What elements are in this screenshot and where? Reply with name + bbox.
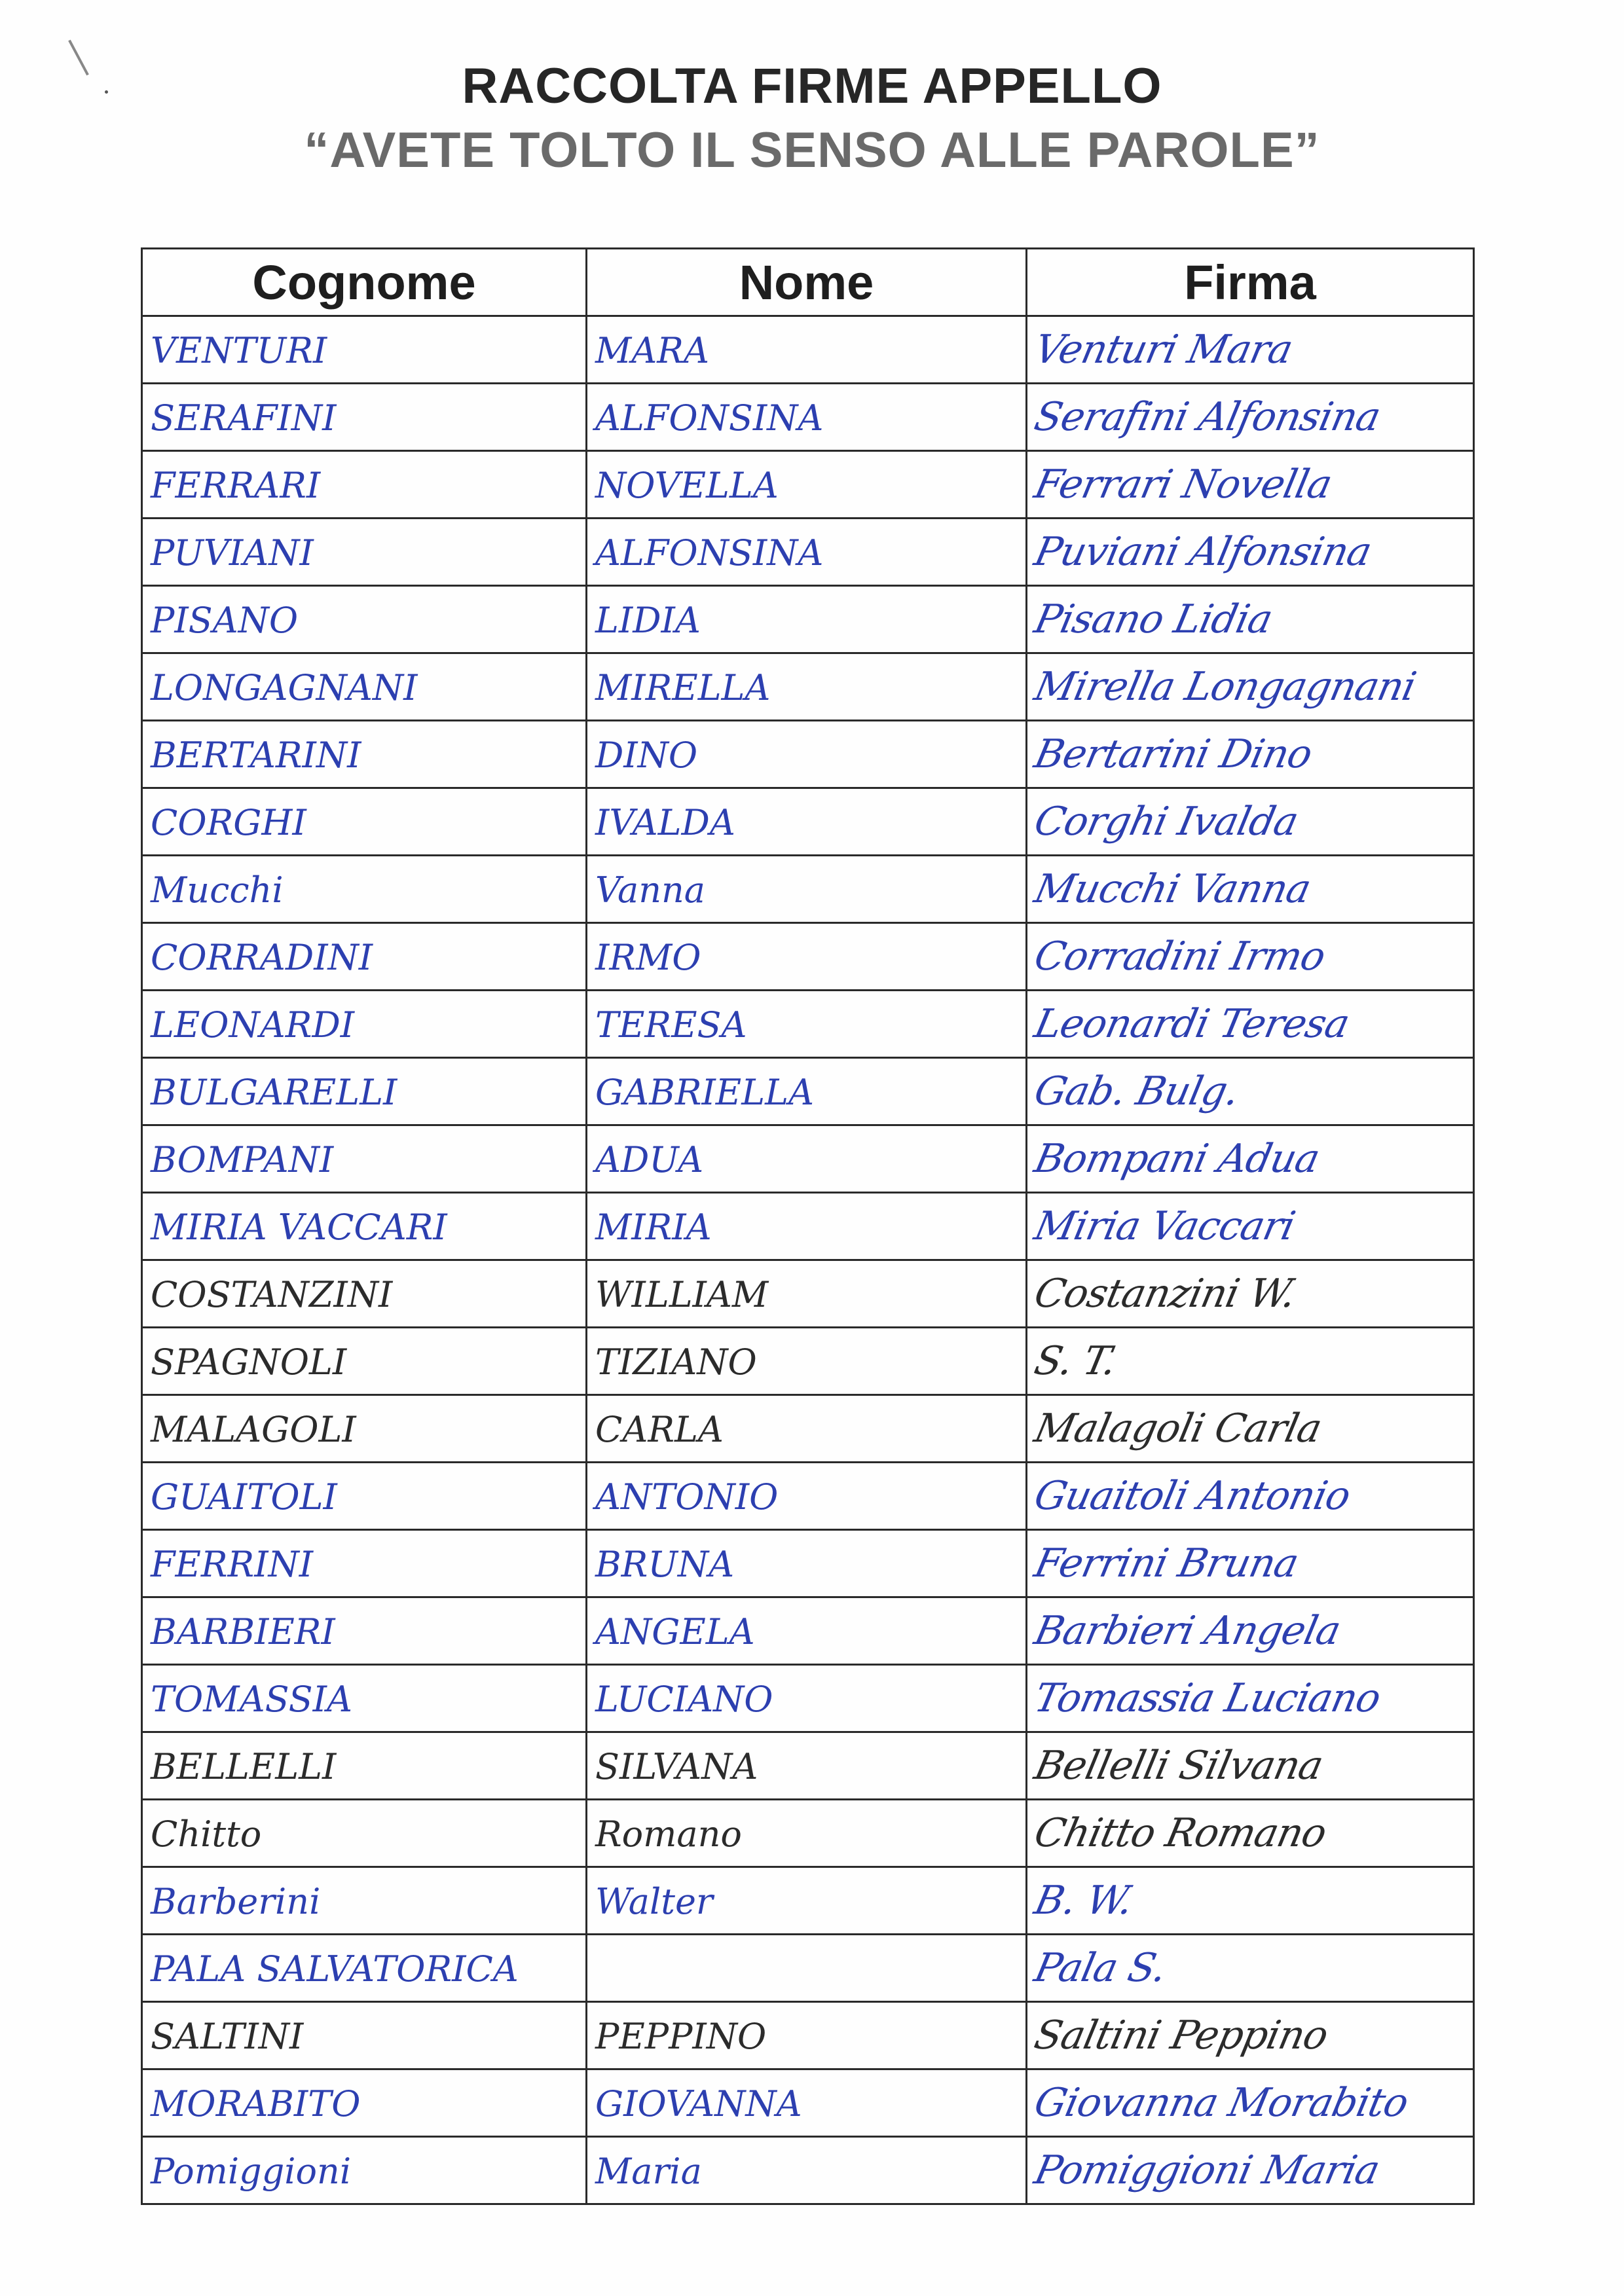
handwritten-signature: Bertarini Dino [1030, 731, 1316, 777]
table-row [142, 1665, 1474, 1732]
handwritten-signature: Ferrini Bruna [1030, 1540, 1302, 1586]
handwritten-signature: Bompani Adua [1030, 1136, 1323, 1182]
cell-firma [1027, 1395, 1474, 1463]
cell-cognome: Mucchi [142, 856, 587, 923]
cell-firma [1027, 991, 1474, 1058]
cell-firma [1027, 653, 1474, 721]
table-row [142, 2137, 1474, 2204]
table-row [142, 2002, 1474, 2069]
table-row [142, 1395, 1474, 1463]
cell-firma [1027, 586, 1474, 653]
cell-firma [1027, 384, 1474, 451]
cell-nome: Romano [587, 1800, 1027, 1867]
cell-cognome: COSTANZINI [142, 1260, 587, 1328]
cell-firma [1027, 788, 1474, 856]
table-row [142, 856, 1474, 923]
cell-nome: BRUNA [587, 1530, 1027, 1597]
table-row [142, 1193, 1474, 1260]
cell-firma [1027, 1597, 1474, 1665]
cell-nome: NOVELLA [587, 451, 1027, 519]
signature-table [141, 247, 1475, 2205]
cell-cognome: FERRARI [142, 451, 587, 519]
cell-nome: MIRIA [587, 1193, 1027, 1260]
handwritten-signature: Malagoli Carla [1030, 1406, 1325, 1451]
cell-firma [1027, 1732, 1474, 1800]
cell-cognome: LONGAGNANI [142, 653, 587, 721]
cell-nome: ALFONSINA [587, 519, 1027, 586]
cell-firma [1027, 451, 1474, 519]
handwritten-signature: Ferrari Novella [1030, 462, 1336, 507]
cell-cognome: MALAGOLI [142, 1395, 587, 1463]
cell-nome: ALFONSINA [587, 384, 1027, 451]
cell-nome: TERESA [587, 991, 1027, 1058]
cell-cognome: VENTURI [142, 316, 587, 384]
cell-cognome: BULGARELLI [142, 1058, 587, 1125]
cell-nome: Walter [587, 1867, 1027, 1935]
cell-nome: CARLA [587, 1395, 1027, 1463]
table-body [142, 316, 1474, 2204]
cell-firma [1027, 1463, 1474, 1530]
cell-cognome: GUAITOLI [142, 1463, 587, 1530]
cell-cognome: Barberini [142, 1867, 587, 1935]
table-row [142, 923, 1474, 991]
cell-nome: MIRELLA [587, 653, 1027, 721]
handwritten-signature: Corradini Irmo [1030, 934, 1329, 979]
cell-firma [1027, 2069, 1474, 2137]
cell-firma [1027, 1800, 1474, 1867]
handwritten-signature: Miria Vaccari [1030, 1203, 1299, 1249]
cell-cognome: BELLELLI [142, 1732, 587, 1800]
cell-firma [1027, 856, 1474, 923]
cell-nome: GABRIELLA [587, 1058, 1027, 1125]
handwritten-signature: Chitto Romano [1030, 1810, 1331, 1856]
handwritten-signature: Mucchi Vanna [1030, 866, 1315, 912]
handwritten-signature: S. T. [1030, 1338, 1120, 1384]
cell-cognome: LEONARDI [142, 991, 587, 1058]
handwritten-signature: Pisano Lidia [1030, 596, 1276, 642]
cell-nome: TIZIANO [587, 1328, 1027, 1395]
cell-cognome: PUVIANI [142, 519, 587, 586]
cell-cognome: SERAFINI [142, 384, 587, 451]
table-row [142, 1058, 1474, 1125]
cell-nome: ANTONIO [587, 1463, 1027, 1530]
cell-cognome: SALTINI [142, 2002, 587, 2069]
handwritten-signature: Puviani Alfonsina [1030, 529, 1376, 575]
table-row [142, 1800, 1474, 1867]
table-row [142, 1328, 1474, 1395]
table-row [142, 1125, 1474, 1193]
handwritten-signature: Serafini Alfonsina [1030, 394, 1384, 440]
cell-nome: ADUA [587, 1125, 1027, 1193]
cell-nome: ANGELA [587, 1597, 1027, 1665]
table-header-row [142, 249, 1474, 316]
cell-nome: SILVANA [587, 1732, 1027, 1800]
cell-firma [1027, 519, 1474, 586]
table-row [142, 653, 1474, 721]
table-row [142, 519, 1474, 586]
table-row [142, 451, 1474, 519]
handwritten-signature: Gab. Bulg. [1030, 1068, 1244, 1114]
handwritten-signature: Guaitoli Antonio [1030, 1473, 1354, 1519]
cell-nome: IVALDA [587, 788, 1027, 856]
cell-firma [1027, 2137, 1474, 2204]
cell-firma [1027, 2002, 1474, 2069]
cell-cognome: PALA SALVATORICA [142, 1935, 587, 2002]
handwritten-signature: Giovanna Morabito [1030, 2080, 1412, 2126]
cell-cognome: Pomiggioni [142, 2137, 587, 2204]
handwritten-signature: Tomassia Luciano [1030, 1675, 1385, 1721]
handwritten-signature: Leonardi Teresa [1030, 1001, 1354, 1047]
handwritten-signature: Pomiggioni Maria [1030, 2147, 1384, 2193]
cell-nome [587, 1935, 1027, 2002]
cell-firma [1027, 1530, 1474, 1597]
cell-firma [1027, 1867, 1474, 1935]
table-row [142, 1530, 1474, 1597]
cell-firma [1027, 1328, 1474, 1395]
header-nome: Nome [587, 249, 1027, 316]
cell-cognome: Chitto [142, 1800, 587, 1867]
handwritten-signature: Pala S. [1030, 1945, 1170, 1991]
cell-nome: LUCIANO [587, 1665, 1027, 1732]
cell-nome: MARA [587, 316, 1027, 384]
cell-nome: LIDIA [587, 586, 1027, 653]
cell-cognome: TOMASSIA [142, 1665, 587, 1732]
cell-firma [1027, 1665, 1474, 1732]
table-row [142, 788, 1474, 856]
cell-cognome: BOMPANI [142, 1125, 587, 1193]
cell-nome: PEPPINO [587, 2002, 1027, 2069]
cell-nome: GIOVANNA [587, 2069, 1027, 2137]
handwritten-signature: Venturi Mara [1030, 327, 1297, 373]
cell-firma [1027, 1058, 1474, 1125]
table-row [142, 1463, 1474, 1530]
cell-cognome: BARBIERI [142, 1597, 587, 1665]
cell-nome: IRMO [587, 923, 1027, 991]
cell-firma [1027, 721, 1474, 788]
cell-nome: WILLIAM [587, 1260, 1027, 1328]
handwritten-signature: Corghi Ivalda [1030, 799, 1302, 845]
cell-cognome: PISANO [142, 586, 587, 653]
handwritten-signature: Barbieri Angela [1030, 1608, 1344, 1654]
handwritten-signature: Mirella Longagnani [1030, 664, 1420, 710]
cell-cognome: BERTARINI [142, 721, 587, 788]
document-subtitle: “AVETE TOLTO IL SENSO ALLE PAROLE” [304, 122, 1320, 178]
document-title: RACCOLTA FIRME APPELLO [462, 58, 1162, 114]
cell-firma [1027, 1260, 1474, 1328]
header-cognome: Cognome [142, 249, 587, 316]
cell-cognome: MIRIA VACCARI [142, 1193, 587, 1260]
table-row [142, 1935, 1474, 2002]
cell-firma [1027, 1935, 1474, 2002]
cell-firma [1027, 923, 1474, 991]
handwritten-signature: Bellelli Silvana [1030, 1743, 1327, 1789]
cell-firma [1027, 316, 1474, 384]
table-row [142, 2069, 1474, 2137]
table-row [142, 1260, 1474, 1328]
table-row [142, 1732, 1474, 1800]
table-row [142, 991, 1474, 1058]
cell-firma [1027, 1193, 1474, 1260]
cell-nome: Vanna [587, 856, 1027, 923]
table-row [142, 316, 1474, 384]
cell-cognome: MORABITO [142, 2069, 587, 2137]
cell-cognome: FERRINI [142, 1530, 587, 1597]
handwritten-signature: B. W. [1030, 1878, 1137, 1923]
table-row [142, 1597, 1474, 1665]
handwritten-signature: Costanzini W. [1030, 1271, 1300, 1317]
cell-nome: Maria [587, 2137, 1027, 2204]
handwritten-signature: Saltini Peppino [1030, 2013, 1332, 2058]
cell-cognome: CORRADINI [142, 923, 587, 991]
cell-nome: DINO [587, 721, 1027, 788]
table-row [142, 721, 1474, 788]
cell-cognome: SPAGNOLI [142, 1328, 587, 1395]
cell-firma [1027, 1125, 1474, 1193]
header-firma: Firma [1027, 249, 1474, 316]
table-row [142, 384, 1474, 451]
table-row [142, 586, 1474, 653]
cell-cognome: CORGHI [142, 788, 587, 856]
table-row [142, 1867, 1474, 1935]
